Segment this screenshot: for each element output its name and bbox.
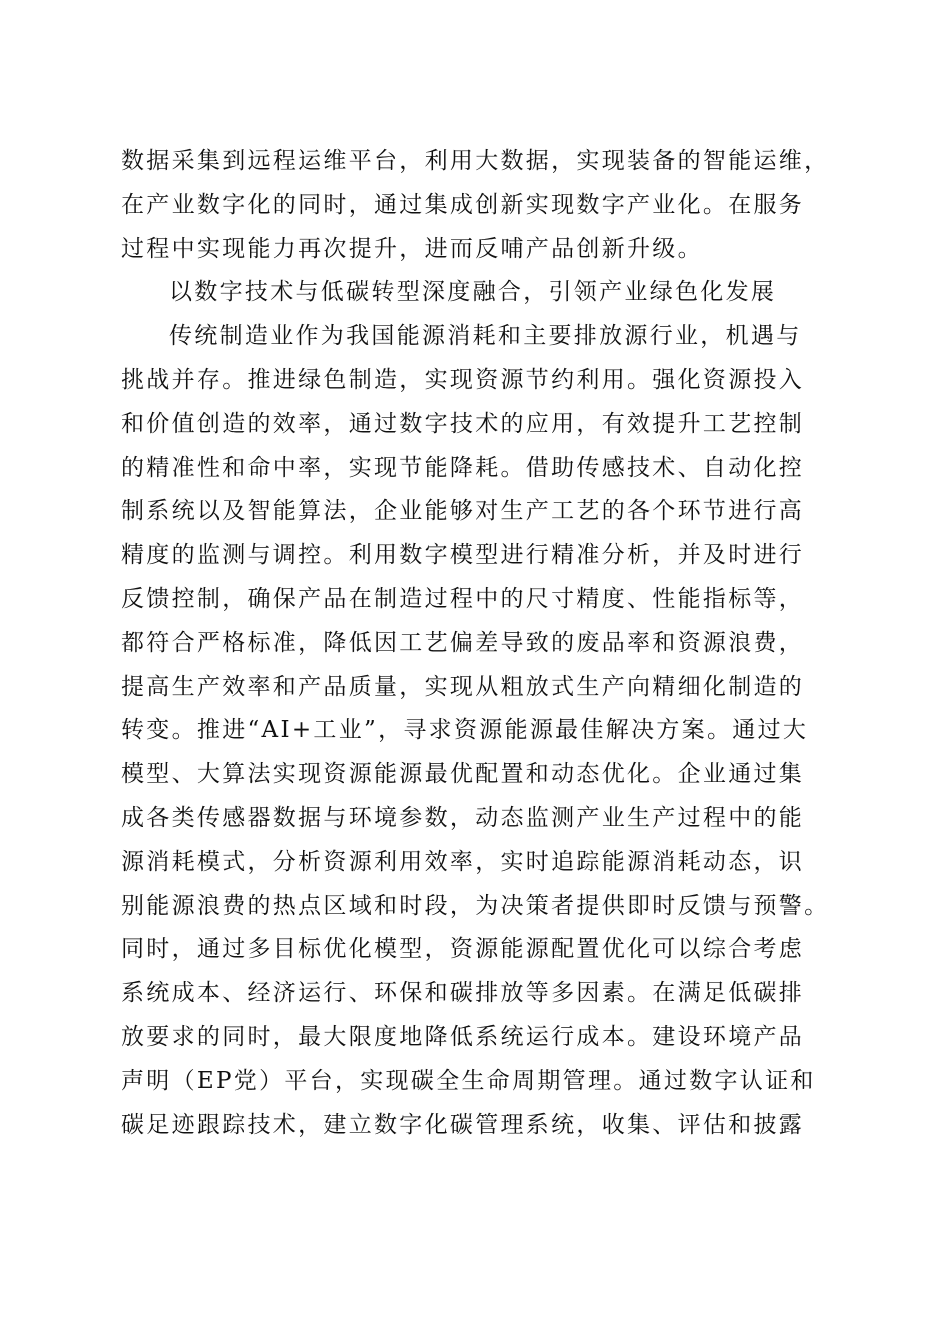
text-line: 转变。推进“AI+工业”，寻求资源能源最佳解决方案。通过大 bbox=[121, 717, 809, 744]
text-line: 数据采集到远程运维平台，利用大数据，实现装备的智能运维， bbox=[121, 148, 830, 174]
section-heading: 以数字技术与低碳转型深度融合，引领产业绿色化发展 bbox=[169, 279, 777, 306]
text-line: 和价值创造的效率，通过数字技术的应用，有效提升工艺控制 bbox=[121, 410, 805, 437]
paragraph-first-line: 传统制造业作为我国能源消耗和主要排放源行业，机遇与 bbox=[169, 323, 802, 350]
text-line: 精度的监测与调控。利用数字模型进行精准分析，并及时进行 bbox=[121, 542, 805, 569]
text-line: 提高生产效率和产品质量，实现从粗放式生产向精细化制造的 bbox=[121, 673, 805, 700]
text-line: 过程中实现能力再次提升，进而反哺产品创新升级。 bbox=[121, 235, 703, 262]
text-line: 声明（EP党）平台，实现碳全生命周期管理。通过数字认证和 bbox=[121, 1067, 816, 1094]
text-line: 反馈控制，确保产品在制造过程中的尺寸精度、性能指标等， bbox=[121, 585, 805, 612]
text-line: 挑战并存。推进绿色制造，实现资源节约利用。强化资源投入 bbox=[121, 366, 805, 393]
text-line: 源消耗模式，分析资源利用效率，实时追踪能源消耗动态，识 bbox=[121, 848, 805, 875]
text-line: 系统成本、经济运行、环保和碳排放等多因素。在满足低碳排 bbox=[121, 980, 805, 1007]
text-line: 模型、大算法实现资源能源最优配置和动态优化。企业通过集 bbox=[121, 761, 805, 788]
text-line: 成各类传感器数据与环境参数，动态监测产业生产过程中的能 bbox=[121, 804, 805, 831]
body-text bbox=[121, 140, 841, 1147]
text-line: 都符合严格标准，降低因工艺偏差导致的废品率和资源浪费， bbox=[121, 629, 805, 656]
text-line: 在产业数字化的同时，通过集成创新实现数字产业化。在服务 bbox=[121, 191, 805, 218]
text-line: 放要求的同时，最大限度地降低系统运行成本。建设环境产品 bbox=[121, 1023, 805, 1050]
text-line: 别能源浪费的热点区域和时段，为决策者提供即时反馈与预警。 bbox=[121, 892, 830, 919]
text-line: 同时，通过多目标优化模型，资源能源配置优化可以综合考虑 bbox=[121, 936, 805, 963]
text-line: 碳足迹跟踪技术，建立数字化碳管理系统，收集、评估和披露 bbox=[121, 1111, 805, 1138]
text-line: 制系统以及智能算法，企业能够对生产工艺的各个环节进行高 bbox=[121, 498, 805, 525]
text-line: 的精准性和命中率，实现节能降耗。借助传感技术、自动化控 bbox=[121, 454, 805, 481]
